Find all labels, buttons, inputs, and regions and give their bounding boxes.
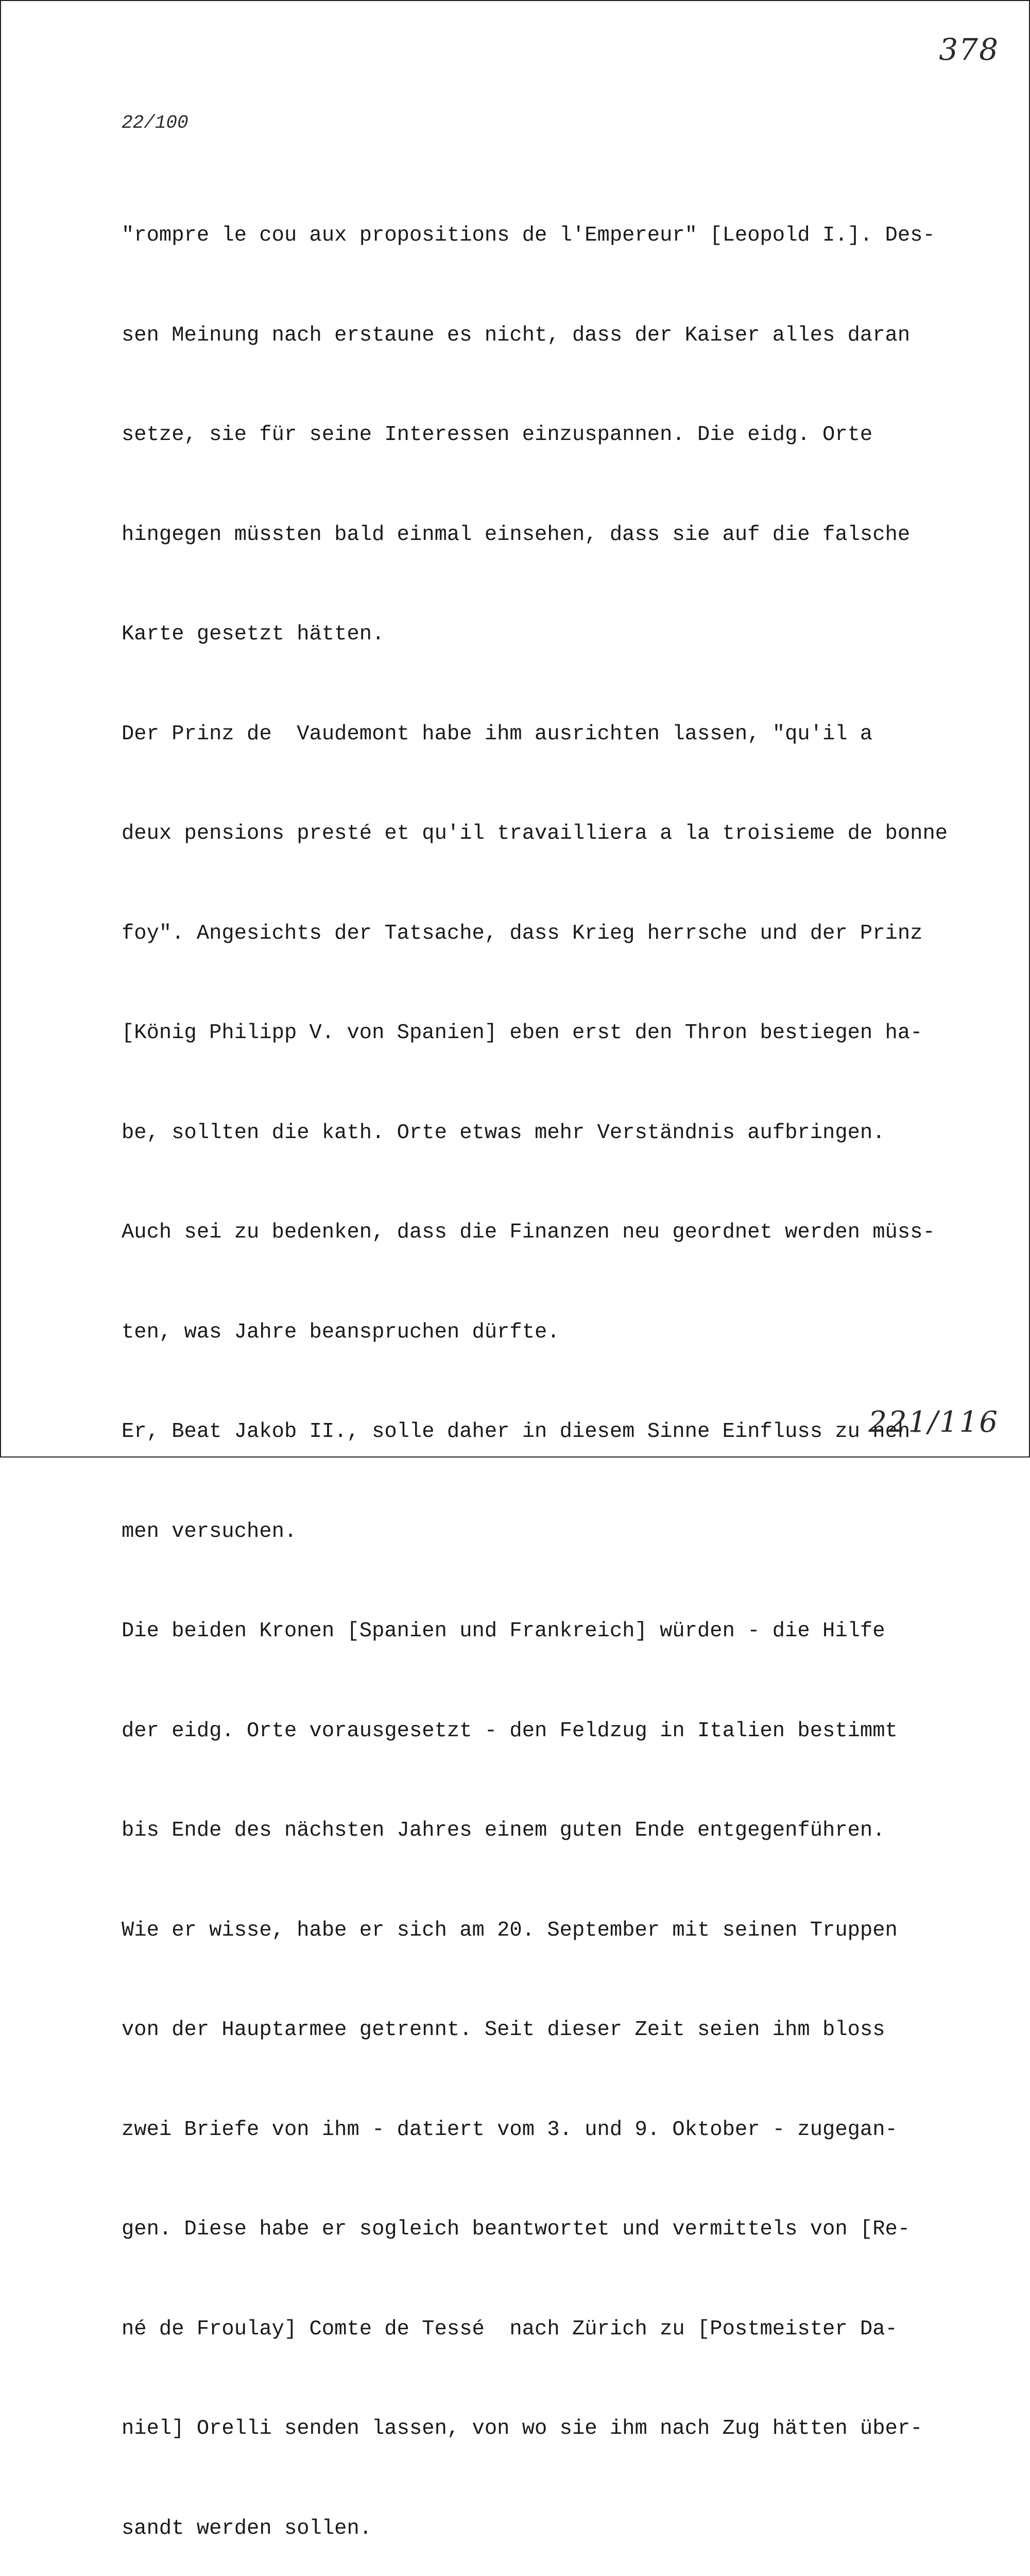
text-line: sen Meinung nach erstaune es nicht, dass der Kaiser alles daran [122, 323, 911, 347]
text-line: deux pensions presté et qu'il travailliera a la troisieme de bonne [122, 822, 948, 845]
text-line: [König Philipp V. von Spanien] eben erst den Thron bestiegen ha- [122, 1021, 923, 1045]
text-line: ten, was Jahre beanspruchen dürfte. [122, 1320, 560, 1344]
archive-mark: 221/116 [868, 1405, 999, 1439]
text-line: foy". Angesichts der Tatsache, dass Krieg herrsche und der Prinz [122, 921, 923, 945]
text-line: "rompre le cou aux propositions de l'Empereur" [Leopold I.]. Des- [122, 224, 935, 247]
text-line: bis Ende des nächsten Jahres einem guten Ende entgegenführen. [122, 1819, 885, 1842]
text-line: né de Froulay] Comte de Tessé nach Zürich zu [Postmeister Da- [122, 2317, 898, 2341]
text-line: men versuchen. [122, 1519, 297, 1544]
text-line: Der Prinz de Vaudemont habe ihm ausrichten lassen, "qu'il a [122, 722, 873, 746]
text-line: setze, sie für seine Interessen einzuspannen. Die eidg. Orte [122, 423, 873, 447]
text-line: niel] Orelli senden lassen, von wo sie ihm nach Zug hätten über- [122, 2417, 923, 2441]
document-body [122, 152, 948, 2576]
reference-number: 22/100 [122, 112, 188, 133]
text-line: sandt werden sollen. [122, 2516, 372, 2540]
text-line: zwei Briefe von ihm - datiert vom 3. und 9. Oktober - zugegan- [122, 2117, 898, 2142]
text-line: Wie er wisse, habe er sich am 20. September mit seinen Truppen [122, 1918, 898, 1942]
text-line: Karte gesetzt hätten. [122, 622, 385, 646]
text-line: Auch sei zu bedenken, dass die Finanzen neu geordnet werden müss- [122, 1221, 935, 1244]
folio-mark: 378 [939, 32, 999, 67]
text-line: Die beiden Kronen [Spanien und Frankreich] würden - die Hilfe [122, 1619, 885, 1643]
text-line: gen. Diese habe er sogleich beantwortet und vermittels von [Re- [122, 2217, 911, 2241]
text-line: Er, Beat Jakob II., solle daher in diesem Sinne Einfluss zu neh- [122, 1420, 923, 1444]
text-line: von der Hauptarmee getrennt. Seit dieser Zeit seien ihm bloss [122, 2018, 885, 2042]
text-line: der eidg. Orte vorausgesetzt - den Feldzug in Italien bestimmt [122, 1719, 898, 1743]
text-line: be, sollten die kath. Orte etwas mehr Verständnis aufbringen. [122, 1121, 885, 1145]
text-line: hingegen müssten bald einmal einsehen, dass sie auf die falsche [122, 522, 911, 547]
